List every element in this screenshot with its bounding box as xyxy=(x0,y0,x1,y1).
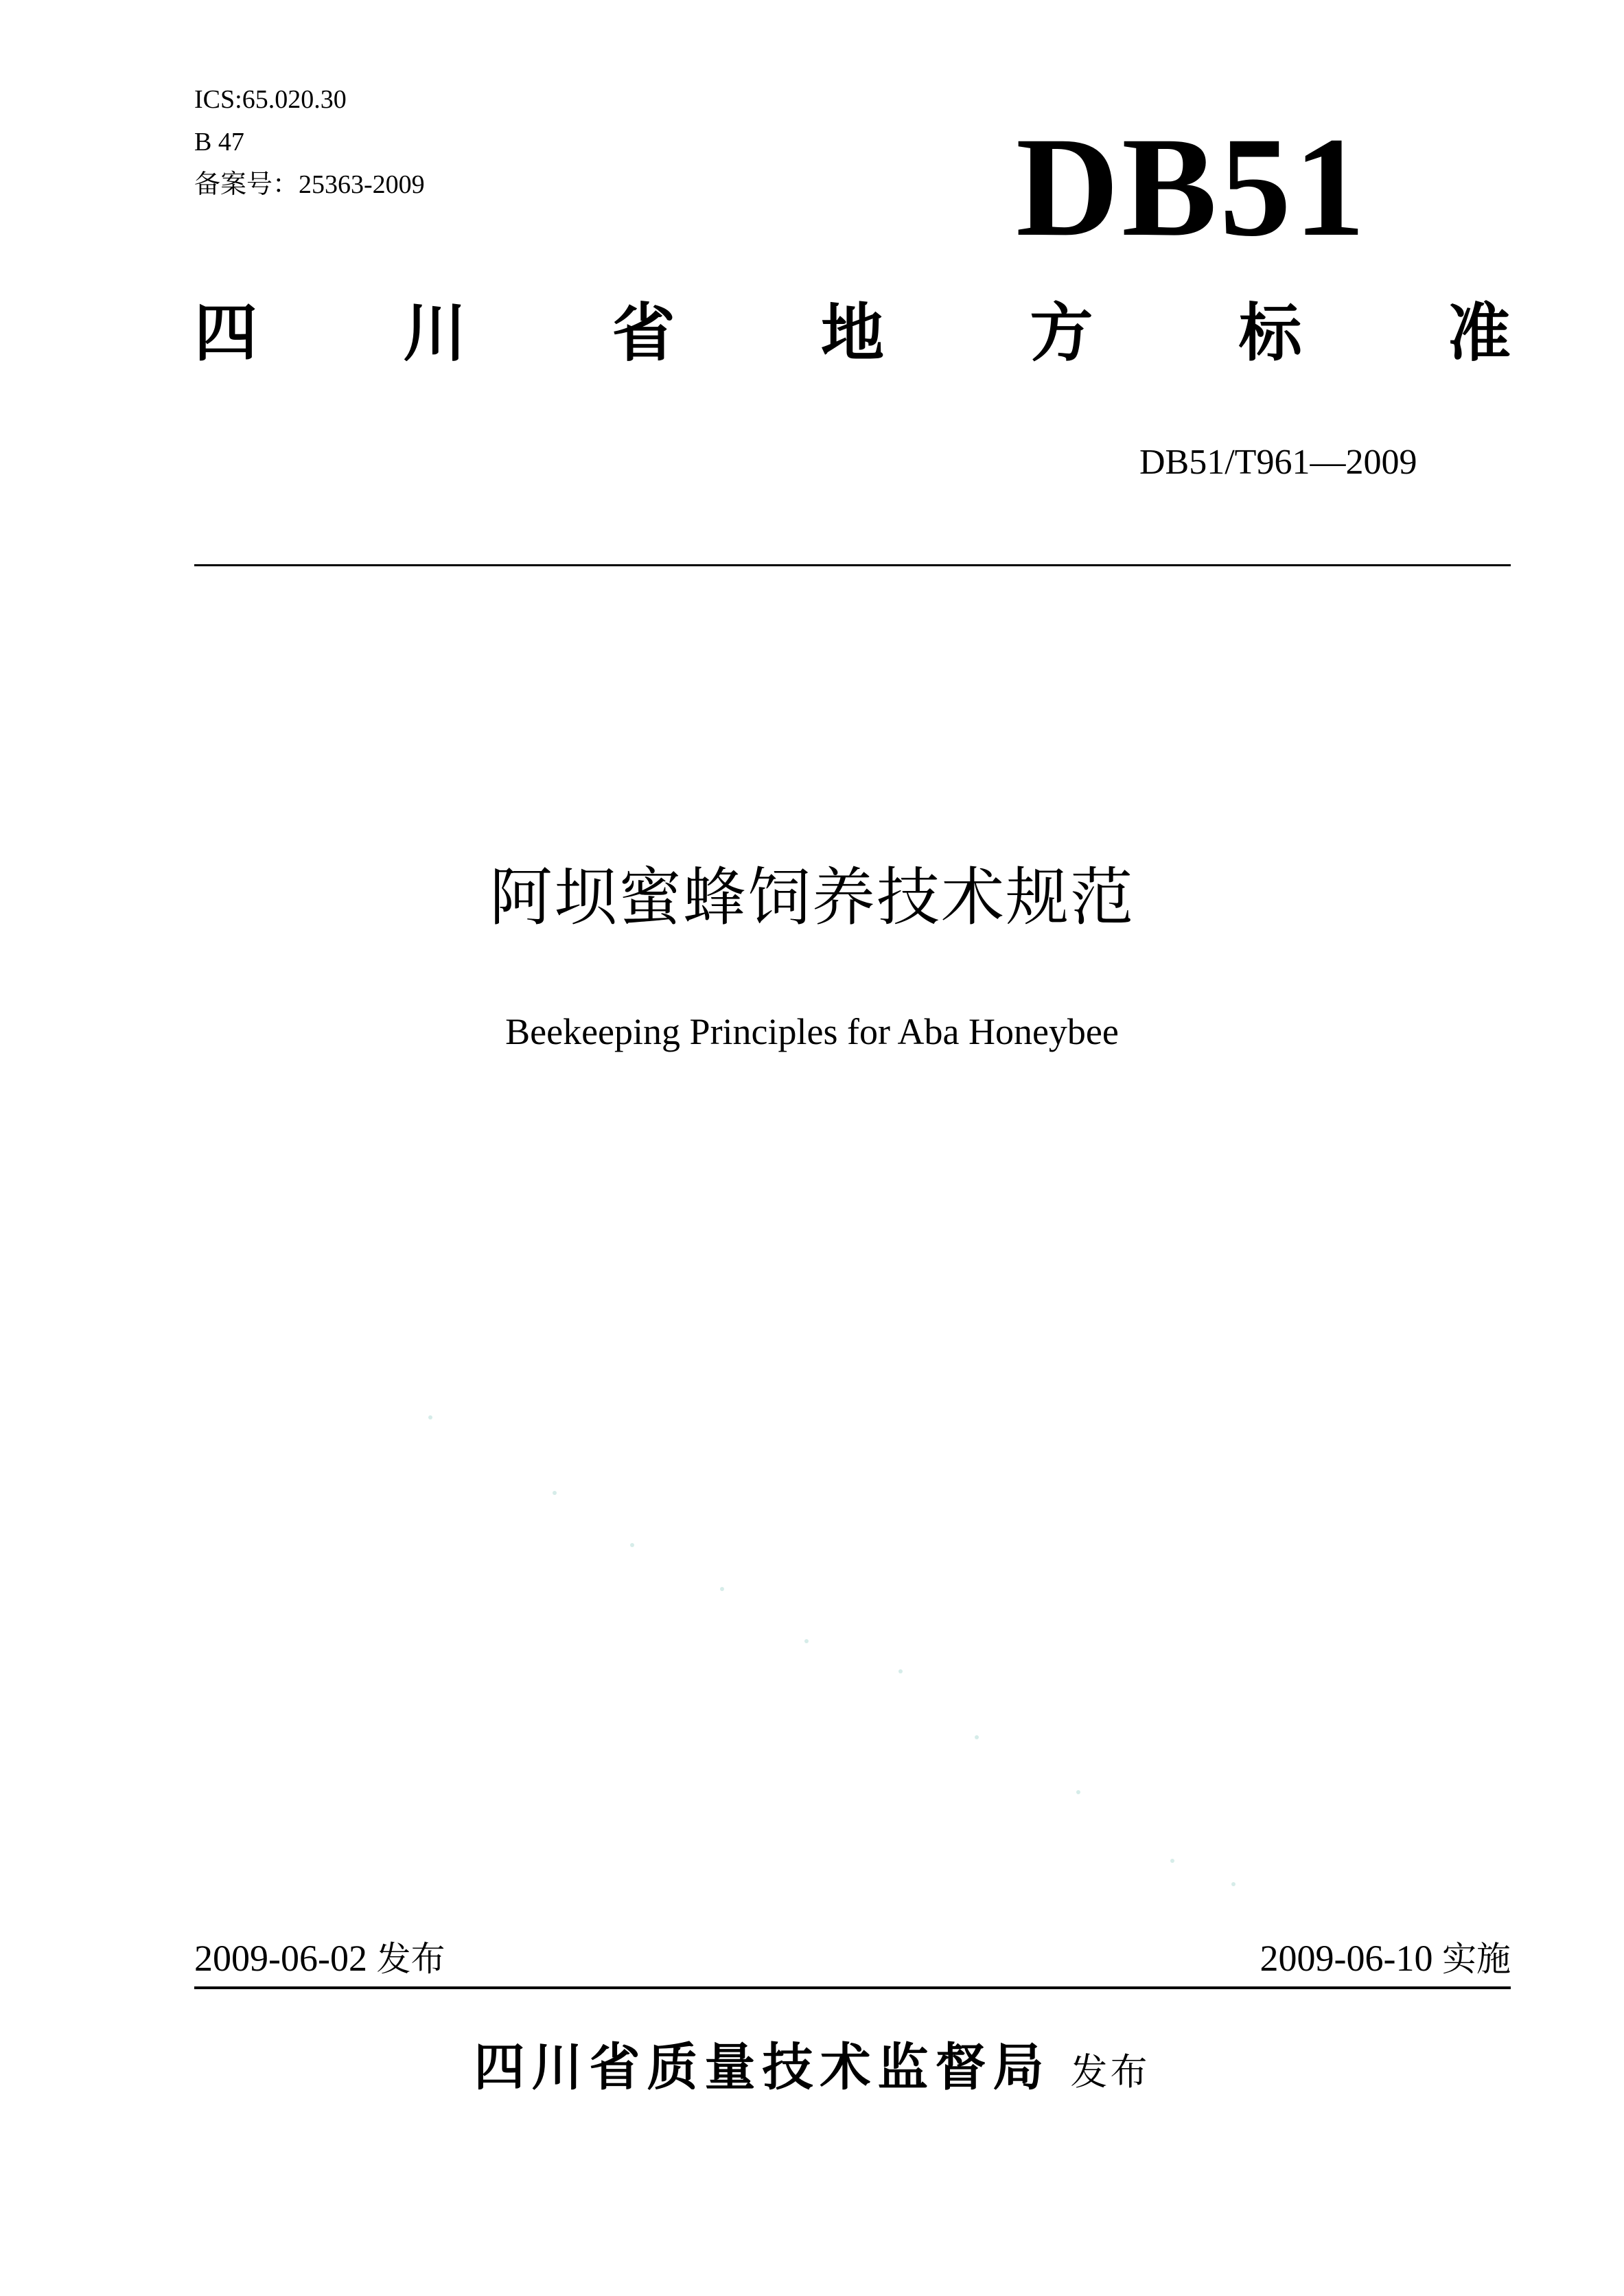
scan-speck xyxy=(898,1669,903,1673)
standard-type-char: 四 xyxy=(194,297,258,370)
scan-speck xyxy=(1076,1790,1080,1794)
issue-date-line xyxy=(194,1940,445,1977)
standard-type-char: 标 xyxy=(1238,297,1302,370)
document-title-zh: 阿坝蜜蜂饲养技术规范 xyxy=(489,861,1135,934)
top-divider xyxy=(194,564,1511,566)
ccs-code: B 47 xyxy=(194,128,244,156)
standard-type-char: 准 xyxy=(1447,297,1511,370)
record-number: 备案号：25363-2009 xyxy=(194,170,425,199)
scan-speck xyxy=(975,1735,979,1739)
db-code-logo: DB51 xyxy=(1016,108,1368,266)
scan-speck xyxy=(720,1587,724,1591)
implement-date: 2009-06-10 xyxy=(1260,1938,1433,1979)
ics-code: ICS:65.020.30 xyxy=(194,85,347,114)
standard-type-char: 省 xyxy=(612,297,675,370)
scan-speck xyxy=(428,1415,432,1419)
document-title-en: Beekeeping Principles for Aba Honeybee xyxy=(505,1011,1119,1052)
scan-speck xyxy=(804,1639,809,1643)
implement-label: 实施 xyxy=(1442,1939,1511,1979)
scan-speck xyxy=(553,1491,557,1495)
standard-type-char: 方 xyxy=(1030,297,1093,370)
standard-number: DB51/T961—2009 xyxy=(1139,443,1417,482)
issue-label: 发布 xyxy=(376,1939,445,1979)
scan-speck xyxy=(1170,1859,1174,1863)
publisher-line xyxy=(0,2038,1624,2097)
publisher-name: 四川省质量技术监督局 xyxy=(474,2038,1051,2097)
standard-type-heading xyxy=(194,297,1511,370)
standard-type-char: 地 xyxy=(820,297,884,370)
implement-date-line xyxy=(1260,1940,1511,1977)
publisher-action: 发布 xyxy=(1070,2050,1150,2094)
issue-date: 2009-06-02 xyxy=(194,1938,367,1979)
bottom-divider xyxy=(194,1986,1511,1989)
scan-speck xyxy=(630,1543,634,1547)
standard-type-char: 川 xyxy=(403,297,467,370)
scan-speck xyxy=(1231,1882,1236,1886)
